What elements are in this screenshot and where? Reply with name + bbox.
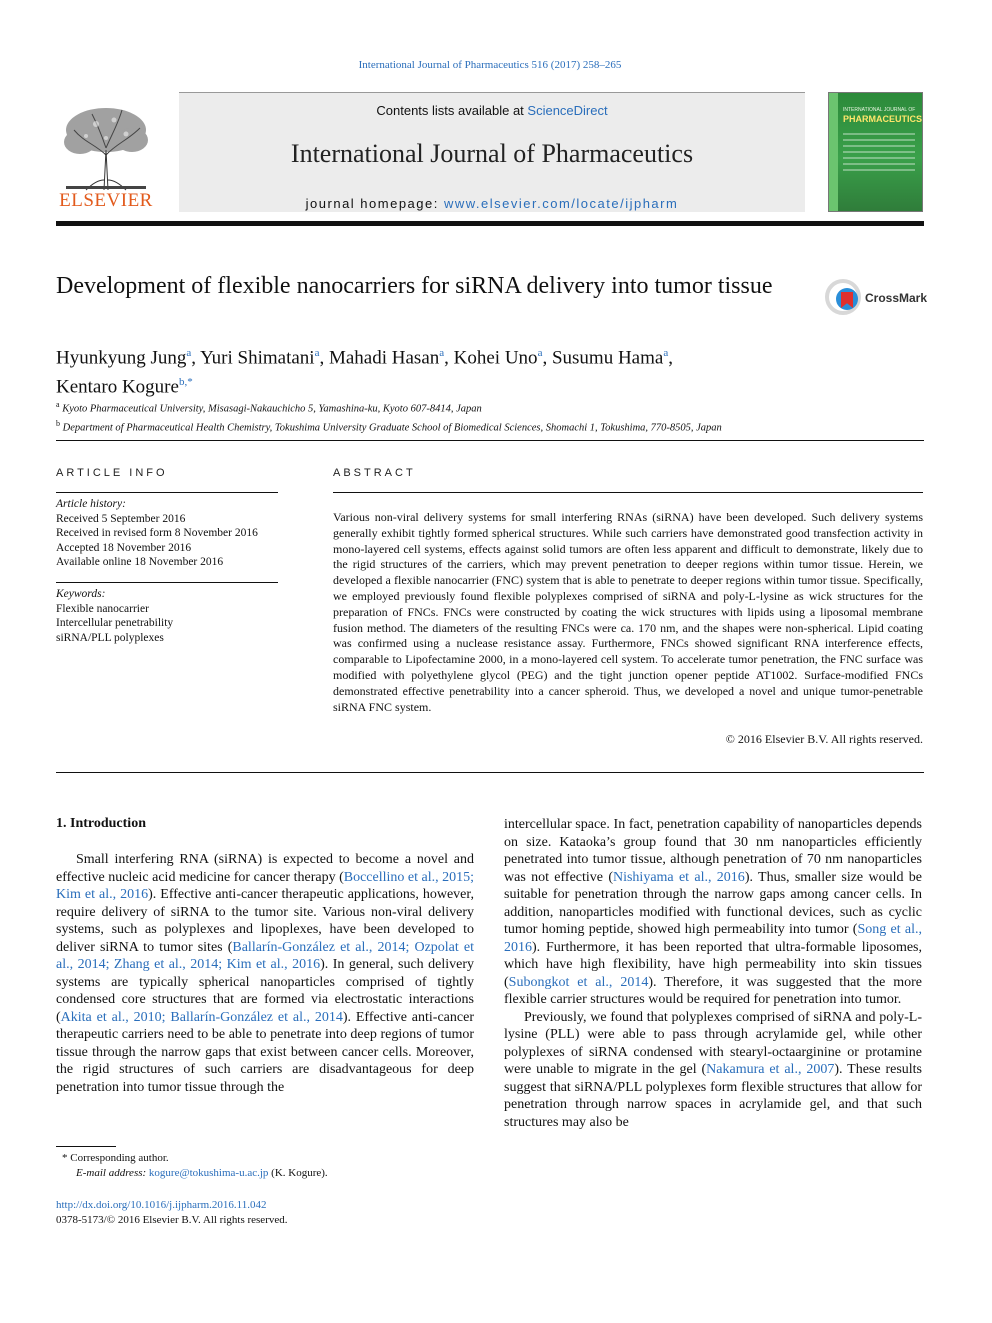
elsevier-tree-icon — [56, 100, 156, 192]
author-affiliation-mark[interactable]: a — [439, 347, 445, 359]
footnote-rule — [56, 1146, 116, 1147]
section-heading-introduction: 1. Introduction — [56, 816, 146, 831]
sciencedirect-link[interactable]: ScienceDirect — [527, 103, 608, 118]
citation-link[interactable]: Ballarín-González et al., 2014; Ozpolat et al., 2014; Zhang et al., 2014; Kim et al., 2016 — [56, 939, 474, 972]
author-name[interactable]: Yuri Shimatani — [200, 347, 315, 369]
author-list: Hyunkyung Jung$^a$, Yuri Shimatani$^a$, Mahadi Hasan$^a$, Kohei Uno$^a$, Susumu Hama$^a$, Kentaro Kogure$^{b,*}$ — [56, 347, 673, 398]
affiliation-rule — [56, 440, 924, 441]
body-paragraph — [56, 851, 474, 1096]
affiliation-text: Department of Pharmaceutical Health Chemistry, Tokushima University Graduate School of Biomedical Sciences, Shomachi 1, Tokushima, 770-8505, Japan — [60, 422, 722, 433]
author-name[interactable]: Susumu Hama — [551, 347, 664, 369]
cover-subtitle: INTERNATIONAL JOURNAL OF — [843, 107, 916, 113]
citation-link[interactable]: Nakamura et al., 2007 — [706, 1062, 835, 1077]
abstract-copyright: © 2016 Elsevier B.V. All rights reserved. — [725, 732, 923, 746]
author-affiliation-mark[interactable]: b,* — [178, 376, 193, 389]
body-text: ). These results suggest that siRNA/PLL polyplexes form flexible structures that allow for penetration through narrow spaces in acrylamide gel, and that such structures may also be — [504, 1062, 923, 1130]
body-text: ). Therefore, it was suggested that the more flexible carrier structures would be required for penetration into tumor. — [504, 974, 922, 1007]
crossmark-icon — [825, 279, 861, 315]
cover-strip — [829, 93, 838, 211]
body-text: ). Effective anti-cancer therapeutic carriers need to be able to penetrate into deep regions of tumor tissue through the narrow gaps that exist between cancer cells. Moreover, the rigid structures of such carriers are disadvantageous for deep penetration into tumor tissue through the — [56, 1009, 474, 1095]
keywords-rule — [56, 582, 278, 583]
body-text: Small interfering RNA (siRNA) is expected to become a novel and effective nucleic acid medicine for cancer therapy ( — [56, 852, 474, 885]
doi-link[interactable]: http://dx.doi.org/10.1016/j.ijpharm.2016.11.042 — [56, 1199, 267, 1211]
citation-link[interactable]: Boccellino et al., 2015; Kim et al., 2016 — [56, 869, 474, 902]
article-history — [56, 497, 278, 570]
body-paragraph — [504, 1009, 922, 1132]
elsevier-logo[interactable] — [56, 100, 156, 212]
journal-citation[interactable]: International Journal of Pharmaceutics 516 (2017) 258–265 — [358, 59, 622, 71]
keywords — [56, 587, 278, 645]
keyword-item: Flexible nanocarrier — [56, 602, 149, 615]
corresponding-author-note: * Corresponding author. — [62, 1152, 169, 1164]
homepage-link[interactable]: www.elsevier.com/locate/ijpharm — [443, 196, 679, 211]
affiliation-mark: b — [56, 418, 60, 428]
body-text: Previously, we found that polyplexes comprised of siRNA and poly-L-lysine (PLL) were able to pass through acrylamide gel, while other polyplexes of siRNA condensed with stearyl-octaarginine or protamine were unable to migrate in the gel ( — [504, 1009, 922, 1077]
affiliation-line — [56, 417, 924, 436]
affiliation-text: Kyoto Pharmaceutical University, Misasagi-Nakauchicho 5, Yamashina-ku, Kyoto 607-8414, Japan — [59, 403, 482, 415]
homepage-prefix: journal homepage: — [305, 196, 444, 211]
affiliation-mark: a — [56, 400, 60, 409]
author-name[interactable]: Kohei Uno — [453, 347, 538, 369]
header-rule — [56, 221, 924, 226]
body-text: ). Furthermore, it has been reported that ultra-formable liposomes, which have high flexibility, have high permeability into skin tissues ( — [504, 939, 922, 990]
body-paragraph — [504, 816, 922, 1009]
cover-decoration — [843, 133, 915, 175]
corresponding-text: Corresponding author. — [70, 1152, 169, 1164]
author-name[interactable]: Kentaro Kogure — [56, 376, 179, 398]
cover-title: PHARMACEUTICS — [843, 114, 923, 124]
author-affiliation-mark[interactable]: a — [663, 347, 669, 359]
body-column-left — [56, 851, 474, 1096]
citation-link[interactable]: Song et al., 2016 — [504, 922, 922, 955]
email-label: E-mail address: — [76, 1167, 149, 1179]
keyword-item: siRNA/PLL polyplexes — [56, 631, 164, 644]
affiliations — [56, 398, 924, 435]
author-name[interactable]: Hyunkyung Jung — [56, 347, 187, 369]
affiliation-line — [56, 398, 924, 417]
history-item: Accepted 18 November 2016 — [56, 541, 192, 554]
author-affiliation-mark[interactable]: a — [314, 347, 320, 359]
journal-title: International Journal of Pharmaceutics — [290, 139, 694, 168]
elsevier-wordmark: ELSEVIER — [59, 190, 153, 211]
abstract-rule — [333, 492, 923, 493]
body-text: intercellular space. In fact, penetration capability of nanoparticles depends on size. Kataoka’s group found that 30 nm nanoparticles efficiently penetrated into tumor tissue, although penetration of 70 nm nanoparticles was not effective ( — [504, 817, 922, 885]
author-name[interactable]: Mahadi Hasan — [328, 347, 440, 369]
keywords-label: Keywords: — [56, 588, 106, 600]
keyword-item: Intercellular penetrability — [56, 617, 174, 629]
abstract-end-rule — [56, 772, 924, 773]
author-affiliation-mark[interactable]: a — [537, 347, 543, 359]
abstract-text: Various non-viral delivery systems for small interfering RNAs (siRNA) have been developed. Such delivery systems generally exhibit tightly formed spherical structures. While such carriers have demonstrated good transfection activity in mono-layered cell systems, effects against solid tumors are often less apparent and difficult to demonstrate, likely due to the rigid structures of the carriers, which may prevent penetration to deeper regions within tumor tissue. Herein, we developed a flexible nanocarrier (FNC) system that is able to penetrate to deeper regions within tumor tissue. Specifically, we employed previously found flexible polyplexes comprised of siRNA and poly-L-lysine as wick structures for the preparation of FNCs. FNCs were constructed by coating the wick structures with lipids using a liposomal membrane fusion method. The diameters of the resulting FNCs were ca. 170 nm, and the shapes were non-spherical. Lipid coating was confirmed using a nuclease resistance assay. Furthermore, FNCs showed significant RNA interference effects, comparable to Lipofectamine 2000, in a mono-layered cell system. To accelerate tumor penetration, the FNC surface was modified with polyethylene glycol (PEG) and the tight junction opener peptide AT1002. Surface-modified FNCs demonstrated effective penetrability into a cancer spheroid. Thus, we developed a novel and unique tumor-penetrable siRNA FNC system. — [333, 510, 923, 714]
masthead — [56, 92, 924, 212]
footnote — [56, 1151, 476, 1181]
history-label: Article history: — [56, 498, 126, 510]
contents-line — [179, 103, 805, 118]
abstract-label: ABSTRACT — [333, 467, 416, 479]
journal-cover-thumbnail[interactable] — [828, 92, 923, 212]
article-info-rule — [56, 492, 278, 493]
crossmark-label: CrossMark — [865, 291, 928, 305]
citation-link[interactable]: Nishiyama et al., 2016 — [612, 869, 745, 885]
author-affiliation-mark[interactable]: a — [186, 347, 192, 359]
history-item: Available online 18 November 2016 — [56, 556, 224, 568]
body-text: ). In general, such delivery systems are typically spherical nanoparticles comprised of tightly condensed core structures that are formed via electrostatic interactions ( — [56, 957, 474, 1025]
body-text: ). Effective anti-cancer therapeutic applications, however, require delivery of siRNA to the tumor site. Various non-viral delivery systems, such as polyplexes and lipoplexes, have been developed to deliver siRNA to tumor sites ( — [56, 887, 474, 955]
journal-homepage — [179, 196, 805, 211]
article-info-label: ARTICLE INFO — [56, 467, 168, 479]
journal-header-box — [179, 92, 805, 212]
article-title: Development of flexible nanocarriers for siRNA delivery into tumor tissue — [56, 273, 773, 299]
history-item: Received 5 September 2016 — [56, 512, 186, 525]
doi-block — [56, 1198, 288, 1228]
crossmark-badge[interactable] — [825, 279, 928, 317]
email-link[interactable]: kogure@tokushima-u.ac.jp — [148, 1167, 269, 1179]
contents-prefix: Contents lists available at — [376, 103, 528, 118]
citation-link[interactable]: Subongkot et al., 2014 — [508, 974, 649, 990]
citation-link[interactable]: Akita et al., 2010; Ballarín-González et al., 2014 — [60, 1009, 343, 1025]
body-text: ). Thus, smaller size would be suitable for penetration through the narrow gaps among cancer cells. In addition, nanoparticles modified with functional devices, such as cyclic tumor homing peptide, showed high permeability into tumor ( — [504, 869, 922, 937]
issn-line: 0378-5173/© 2016 Elsevier B.V. All rights reserved. — [56, 1214, 288, 1226]
email-note — [56, 1166, 476, 1181]
email-suffix: (K. Kogure). — [268, 1167, 328, 1179]
body-column-right — [504, 816, 922, 1131]
history-item: Received in revised form 8 November 2016 — [56, 527, 258, 539]
